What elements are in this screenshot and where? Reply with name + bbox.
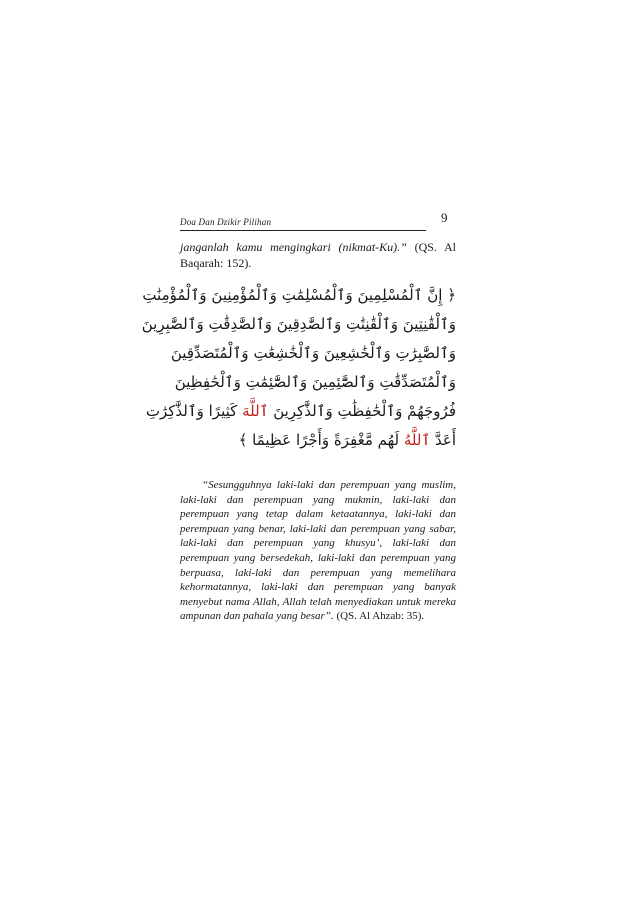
translation-quote: “Sesungguhnya laki-laki dan perempuan yang muslim, laki-laki dan perempuan yang mukmin, laki-laki dan perempuan yang tetap dalam ketaatannya, laki-laki dan perempuan yang benar, laki-laki dan perempuan yang sabar, laki-laki dan perempuan yang khusyu’, laki-laki dan perempuan yang bersedekah, laki-laki dan perempuan yang berpuasa, laki-laki dan perempuan yang memelihara kehormatannya, laki-laki dan perempuan yang banyak menyebut nama Allah, Allah telah menyediakan untuk mereka ampunan dan pahala yang besar”.	[180, 479, 456, 623]
arabic-line-6-end: لَهُم مَّغْفِرَةً وَأَجْرًا عَظِيمًا ﴾	[238, 431, 404, 449]
arabic-line-5	[145, 397, 456, 426]
intro-quote: janganlah kamu mengingkari (nikmat-Ku).”	[180, 240, 407, 254]
running-title: Doa Dan Dzikir Pilihan	[180, 217, 272, 227]
arabic-line-6	[180, 426, 456, 455]
arabic-line-6-start: أَعَدَّ	[430, 431, 456, 449]
arabic-line-6-allah: ٱللَّهُ	[403, 431, 431, 449]
arabic-verse	[141, 281, 456, 455]
page-number: 9	[441, 210, 448, 225]
intro-paragraph	[180, 239, 456, 271]
arabic-line-1: ﴿ إِنَّ ٱلْمُسْلِمِينَ وَٱلْمُسْلِمَٰتِ وَٱلْمُؤْمِنِينَ وَٱلْمُؤْمِنَٰتِ	[142, 286, 456, 304]
page-header	[180, 212, 426, 231]
arabic-line-5-allah: ٱللَّهَ	[242, 402, 269, 420]
arabic-line-5-start: فُرُوجَهُمْ وَٱلْحَٰفِظَٰتِ وَٱلذَّٰكِرِينَ	[268, 402, 456, 420]
intro-reference: (QS. Al Baqarah: 152).	[180, 240, 456, 270]
arabic-line-4: وَٱلْمُتَصَدِّقَٰتِ وَٱلصَّٰٓئِمِينَ وَٱلصَّٰٓئِمَٰتِ وَٱلْحَٰفِظِينَ	[174, 373, 456, 391]
translation-reference: (QS. Al Ahzab: 35).	[333, 610, 425, 623]
arabic-line-5-end: كَثِيرًا وَٱلذَّٰكِرَٰتِ	[145, 402, 243, 420]
arabic-line-3: وَٱلصَّٰبِرَٰتِ وَٱلْخَٰشِعِينَ وَٱلْخَٰشِعَٰتِ وَٱلْمُتَصَدِّقِينَ	[170, 344, 456, 362]
translation-paragraph	[180, 478, 456, 624]
arabic-line-2: وَٱلْقَٰنِتِينَ وَٱلْقَٰنِتَٰتِ وَٱلصَّٰدِقِينَ وَٱلصَّٰدِقَٰتِ وَٱلصَّٰبِرِينَ	[141, 315, 456, 333]
